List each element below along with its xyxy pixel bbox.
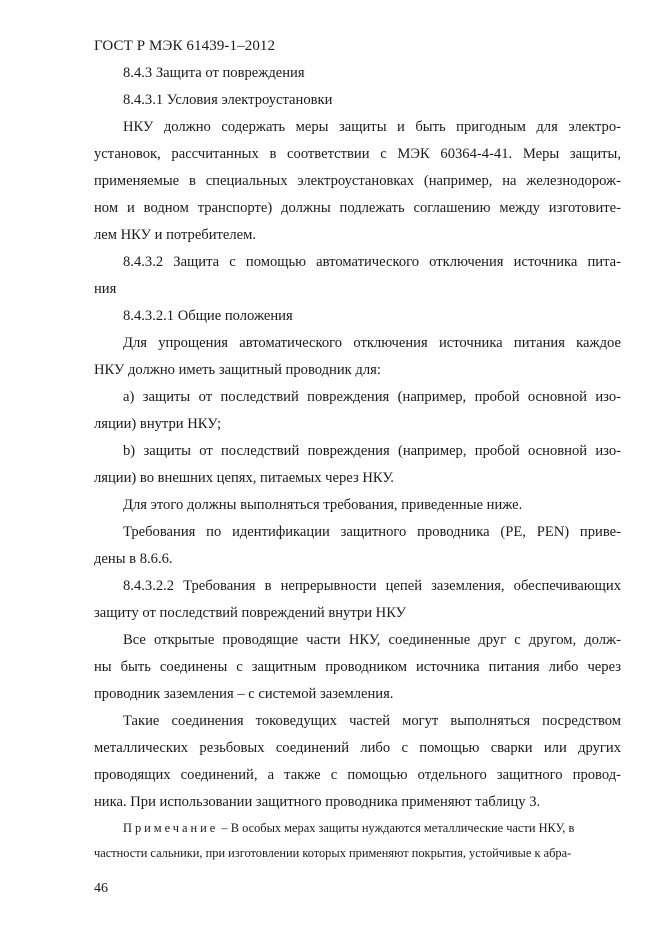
text-line: Требования по идентификации защитного проводника (PE, PEN) приве- [123, 524, 621, 540]
note-text: – В особых мерах защиты нуждаются металлические части НКУ, в [218, 821, 575, 835]
text-line: Для упрощения автоматического отключения источника питания каждое [123, 335, 621, 351]
text-line: защиту от последствий повреждений внутри НКУ [94, 605, 406, 621]
subsection-heading: 8.4.3.2.1 Общие положения [123, 308, 293, 324]
list-item-a: a) защиты от последствий повреждения (например, пробой основной изо- [123, 389, 621, 405]
text-line: применяемые в специальных электроустановках (например, на железнодорож- [94, 173, 621, 189]
subsection-heading: 8.4.3.1 Условия электроустановки [123, 92, 333, 108]
text-line: ном и водном транспорте) должны подлежать соглашению между изготовите- [94, 200, 621, 216]
section-heading: 8.4.3 Защита от повреждения [123, 65, 305, 81]
note-label: Примечание [123, 821, 219, 835]
text-line: ны быть соединены с защитным проводником источника питания либо через [94, 659, 621, 675]
document-header: ГОСТ Р МЭК 61439-1–2012 [94, 38, 276, 54]
text-line: ния [94, 281, 117, 297]
text-line: НКУ должно иметь защитный проводник для: [94, 362, 381, 378]
text-line: Для этого должны выполняться требования, приведенные ниже. [123, 497, 523, 513]
subsection-heading: 8.4.3.2 Защита с помощью автоматического отключения источника пита- [123, 254, 621, 270]
subsection-heading: 8.4.3.2.2 Требования в непрерывности цепей заземления, обеспечивающих [123, 578, 621, 594]
text-line: лем НКУ и потребителем. [94, 227, 257, 243]
note-line [123, 818, 574, 838]
text-line: Все открытые проводящие части НКУ, соединенные друг с другом, долж- [123, 632, 621, 648]
list-item-b: b) защиты от последствий повреждения (например, пробой основной изо- [123, 443, 621, 459]
text-line: установок, рассчитанных в соответствии с МЭК 60364-4-41. Меры защиты, [94, 146, 621, 162]
text-line: ника. При использовании защитного проводника применяют таблицу 3. [94, 794, 541, 810]
text-line: металлических резьбовых соединений либо с помощью сварки или других [94, 740, 621, 756]
text-line: НКУ должно содержать меры защиты и быть пригодным для электро- [123, 119, 621, 135]
text-line: ляции) внутри НКУ; [94, 416, 222, 432]
text-line: проводящих соединений, а также с помощью отдельного защитного провод- [94, 767, 621, 783]
text-line: дены в 8.6.6. [94, 551, 173, 567]
text-line: проводник заземления – с системой заземления. [94, 686, 394, 702]
page-number: 46 [94, 881, 108, 896]
text-line: ляции) во внешних цепях, питаемых через НКУ. [94, 470, 394, 486]
text-line: Такие соединения токоведущих частей могут выполняться посредством [123, 713, 621, 729]
note-line: частности сальники, при изготовлении которых применяют покрытия, устойчивые к абра- [94, 846, 572, 860]
